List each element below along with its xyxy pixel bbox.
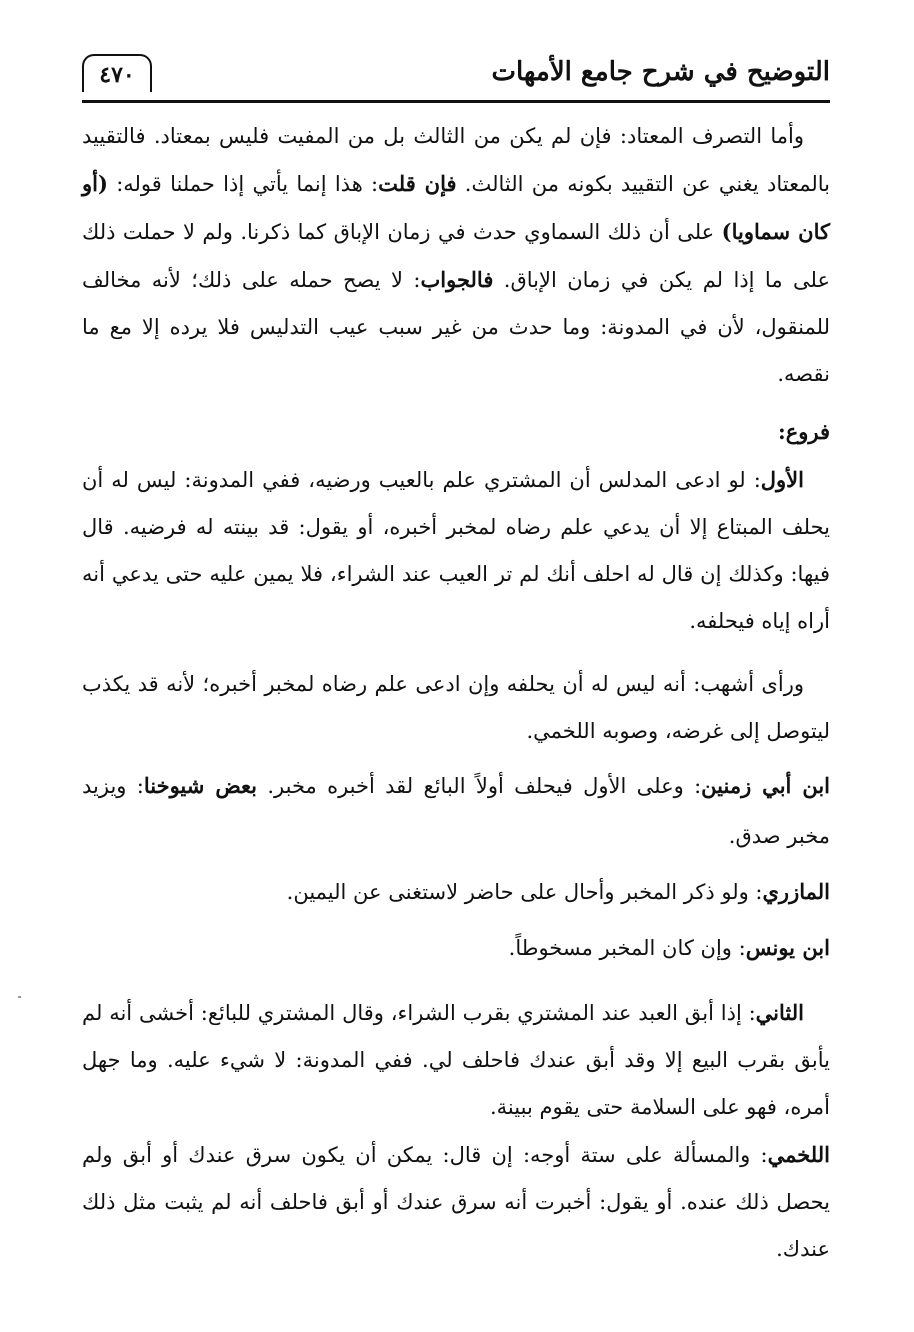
paragraph-ibn-abi-zamanin: [82, 761, 830, 861]
paragraph-gap: [82, 645, 830, 661]
page-body: [82, 113, 830, 1273]
paragraph-customary-disposal: [82, 113, 830, 398]
section-heading: فروع:: [777, 419, 830, 444]
bold-term: الأول: [760, 467, 804, 492]
paragraph-ashhab-view: [82, 661, 830, 755]
paragraph-mazari: [82, 867, 830, 917]
bold-term: الثاني: [755, 1000, 804, 1025]
bold-term: ابن يونس: [745, 935, 830, 960]
page-header: [82, 52, 830, 103]
bold-term: ابن أبي زمنين: [701, 773, 830, 798]
scan-speck: [18, 996, 21, 998]
text-run: وأما التصرف المعتاد: فإن لم يكن من الثالث بل من المفيت فليس بمعتاد. فالتقييد بالمعتاد يغني عن التقييد بكونه من الثالث.: [82, 124, 830, 196]
text-run: : ولو ذكر المخبر وأحال على حاضر لاستغنى عن اليمين.: [286, 880, 763, 904]
text-run: : وعلى الأول فيحلف أولاً البائع لقد أخبره مخبر.: [257, 774, 702, 798]
bold-term: فإن قلت: [378, 171, 457, 196]
paragraph-ibn-yunus: [82, 923, 830, 973]
text-run: : وإن كان المخبر مسخوطاً.: [508, 936, 746, 960]
text-run: : هذا إنما يأتي إذا حملنا قوله:: [107, 172, 379, 196]
paragraph-second-branch: [82, 989, 830, 1131]
text-run: : ويزيد مخبر صدق.: [82, 774, 830, 848]
bold-quote: (أو كان سماويا): [82, 171, 830, 244]
bold-term: اللخمي: [767, 1142, 830, 1167]
bold-term: بعض شيوخنا: [143, 773, 258, 798]
paragraph-lakhmi: [82, 1131, 830, 1273]
paragraph-first-branch: [82, 456, 830, 645]
text-run: : إذا أبق العبد عند المشتري بقرب الشراء، وقال المشتري للبائع: أخشى أنه لم يأبق بقرب البيع إلا وقد أبق عندك فاحلف لي. ففي المدونة: لا شيء عليه. وما جهل أمره، فهو على السلامة حتى يقوم ببينة.: [82, 1001, 830, 1119]
paragraph-gap: [82, 973, 830, 989]
page-number: ٤٧٠: [82, 54, 152, 92]
bold-term: المازري: [762, 879, 830, 904]
text-run: : لو ادعى المدلس أن المشتري علم بالعيب ورضيه، ففي المدونة: ليس له أن يحلف المبتاع إلا أن يدعي علم رضاه لمخبر أخبره، أو يقول: قد بينته له فرضيه. قال فيها: وكذلك إن قال له احلف أنك لم تر العيب عند الشراء، فلا يمين عليه حتى يدعي أنه أراه إياه فيحلفه.: [82, 468, 830, 633]
text-run: : والمسألة على ستة أوجه: إن قال: يمكن أن يكون سرق عندك أو أبق ولم يحصل ذلك عنده. أو يقول: أخبرت أنه سرق عندك أو أبق فاحلف أنه لم يثبت مثل ذلك عندك.: [82, 1143, 830, 1261]
text-run: : لا يصح حمله على ذلك؛ لأنه مخالف للمنقول، لأن في المدونة: وما حدث من غير سبب عيب التدليس فلا يرده إلا مع ما نقصه.: [82, 268, 830, 386]
running-title: التوضيح في شرح جامع الأمهات: [491, 57, 830, 87]
book-page: [82, 52, 830, 1273]
bold-term: فالجواب: [420, 267, 494, 292]
text-run: على أن ذلك السماوي حدث في زمان الإباق كما ذكرنا. ولم لا حملت ذلك على ما إذا لم يكن في زمان الإباق.: [82, 220, 830, 292]
text-run: ورأى أشهب: أنه ليس له أن يحلفه وإن ادعى علم رضاه لمخبر أخبره؛ لأنه قد يكذب ليتوصل إلى غرضه، وصوبه اللخمي.: [82, 672, 830, 743]
